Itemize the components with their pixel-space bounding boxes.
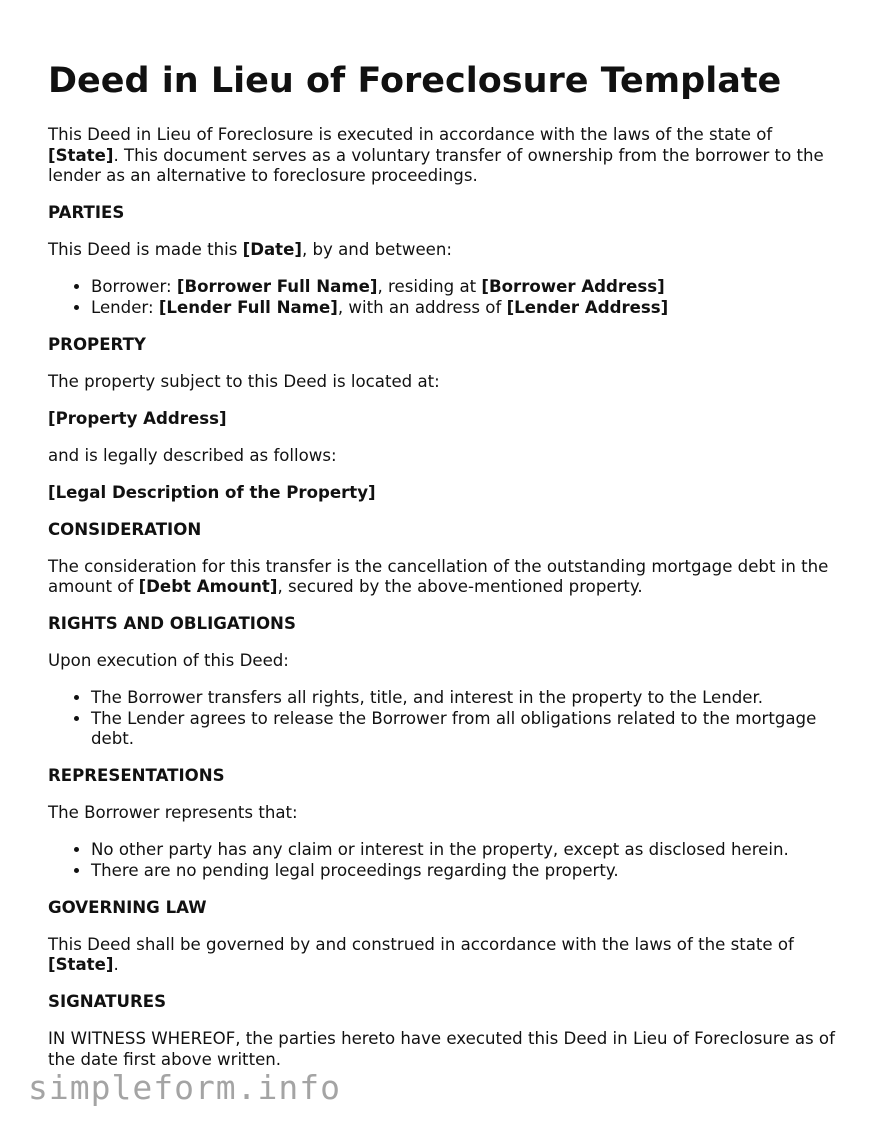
lender-address-placeholder: [Lender Address]: [506, 297, 669, 317]
list-item-borrower: [91, 277, 838, 298]
state-placeholder: [State]: [48, 145, 114, 165]
property-address-placeholder: [48, 409, 838, 430]
consideration-heading: CONSIDERATION: [48, 519, 202, 539]
borrower-address-placeholder: [Borrower Address]: [481, 277, 665, 296]
consideration-text-2: , secured by the above-mentioned property.: [277, 577, 643, 596]
borrower-name-placeholder: [Borrower Full Name]: [176, 277, 378, 296]
representations-intro: The Borrower represents that:: [48, 803, 298, 822]
legal-description-placeholder: [48, 483, 838, 504]
borrower-label: Borrower:: [91, 277, 177, 296]
list-item: • No other party has any claim or interest in the property, except as disclosed herein.: [91, 840, 838, 861]
governing-text-1: This Deed shall be governed by and construed in accordance with the laws of the state of: [48, 934, 794, 954]
representations-list: [48, 840, 838, 881]
signatures-heading: SIGNATURES: [48, 992, 167, 1011]
governing-law-paragraph: [48, 935, 838, 976]
property-heading: PROPERTY: [48, 334, 146, 354]
parties-paragraph: [48, 240, 838, 261]
rights-heading: RIGHTS AND OBLIGATIONS: [48, 614, 296, 633]
lender-label: Lender:: [91, 297, 159, 317]
borrower-text: , residing at: [377, 277, 482, 296]
lender-text: , with an address of: [337, 297, 507, 317]
property-described: and is legally described as follows:: [48, 445, 337, 465]
debt-amount-placeholder: [Debt Amount]: [138, 577, 278, 596]
lender-name-placeholder: [Lender Full Name]: [158, 297, 338, 317]
parties-list: [48, 277, 838, 318]
document: [48, 58, 838, 1087]
rights-list: [48, 688, 838, 750]
governing-law-heading: GOVERNING LAW: [48, 897, 207, 917]
date-placeholder: [Date]: [242, 240, 302, 259]
parties-text-2: , by and between:: [301, 240, 452, 259]
signatures-paragraph: IN WITNESS WHEREOF, the parties hereto have executed this Deed in Lieu of Foreclosure as of the date first above written.: [48, 1029, 835, 1069]
consideration-text-1: The consideration for this transfer is the cancellation of the outstanding mortgage debt in the amount of: [48, 556, 829, 596]
intro-paragraph: [48, 125, 838, 187]
list-item: • There are no pending legal proceedings regarding the property.: [91, 861, 838, 882]
rights-intro: Upon execution of this Deed:: [48, 651, 289, 670]
governing-text-2: .: [113, 955, 119, 974]
list-item-lender: [91, 298, 838, 319]
governing-state-placeholder: [State]: [48, 955, 114, 974]
property-located: The property subject to this Deed is located at:: [48, 371, 440, 391]
consideration-paragraph: [48, 557, 838, 598]
property-address-text: [Property Address]: [48, 408, 227, 428]
parties-text-1: This Deed is made this: [48, 240, 243, 259]
representations-heading: REPRESENTATIONS: [48, 766, 225, 785]
list-item: • The Borrower transfers all rights, title, and interest in the property to the Lender.: [91, 688, 838, 709]
intro-text-2: . This document serves as a voluntary transfer of ownership from the borrower to the lender as an alternative to foreclosure proceedings.: [48, 145, 824, 185]
parties-heading: PARTIES: [48, 203, 125, 222]
legal-description-text: [Legal Description of the Property]: [48, 482, 376, 502]
watermark: simpleform.info: [28, 1068, 342, 1107]
list-item: • The Lender agrees to release the Borrower from all obligations related to the mortgage debt.: [91, 709, 838, 750]
document-title: Deed in Lieu of Foreclosure Template: [48, 61, 782, 101]
intro-text-1: This Deed in Lieu of Foreclosure is executed in accordance with the laws of the state of: [48, 125, 773, 144]
